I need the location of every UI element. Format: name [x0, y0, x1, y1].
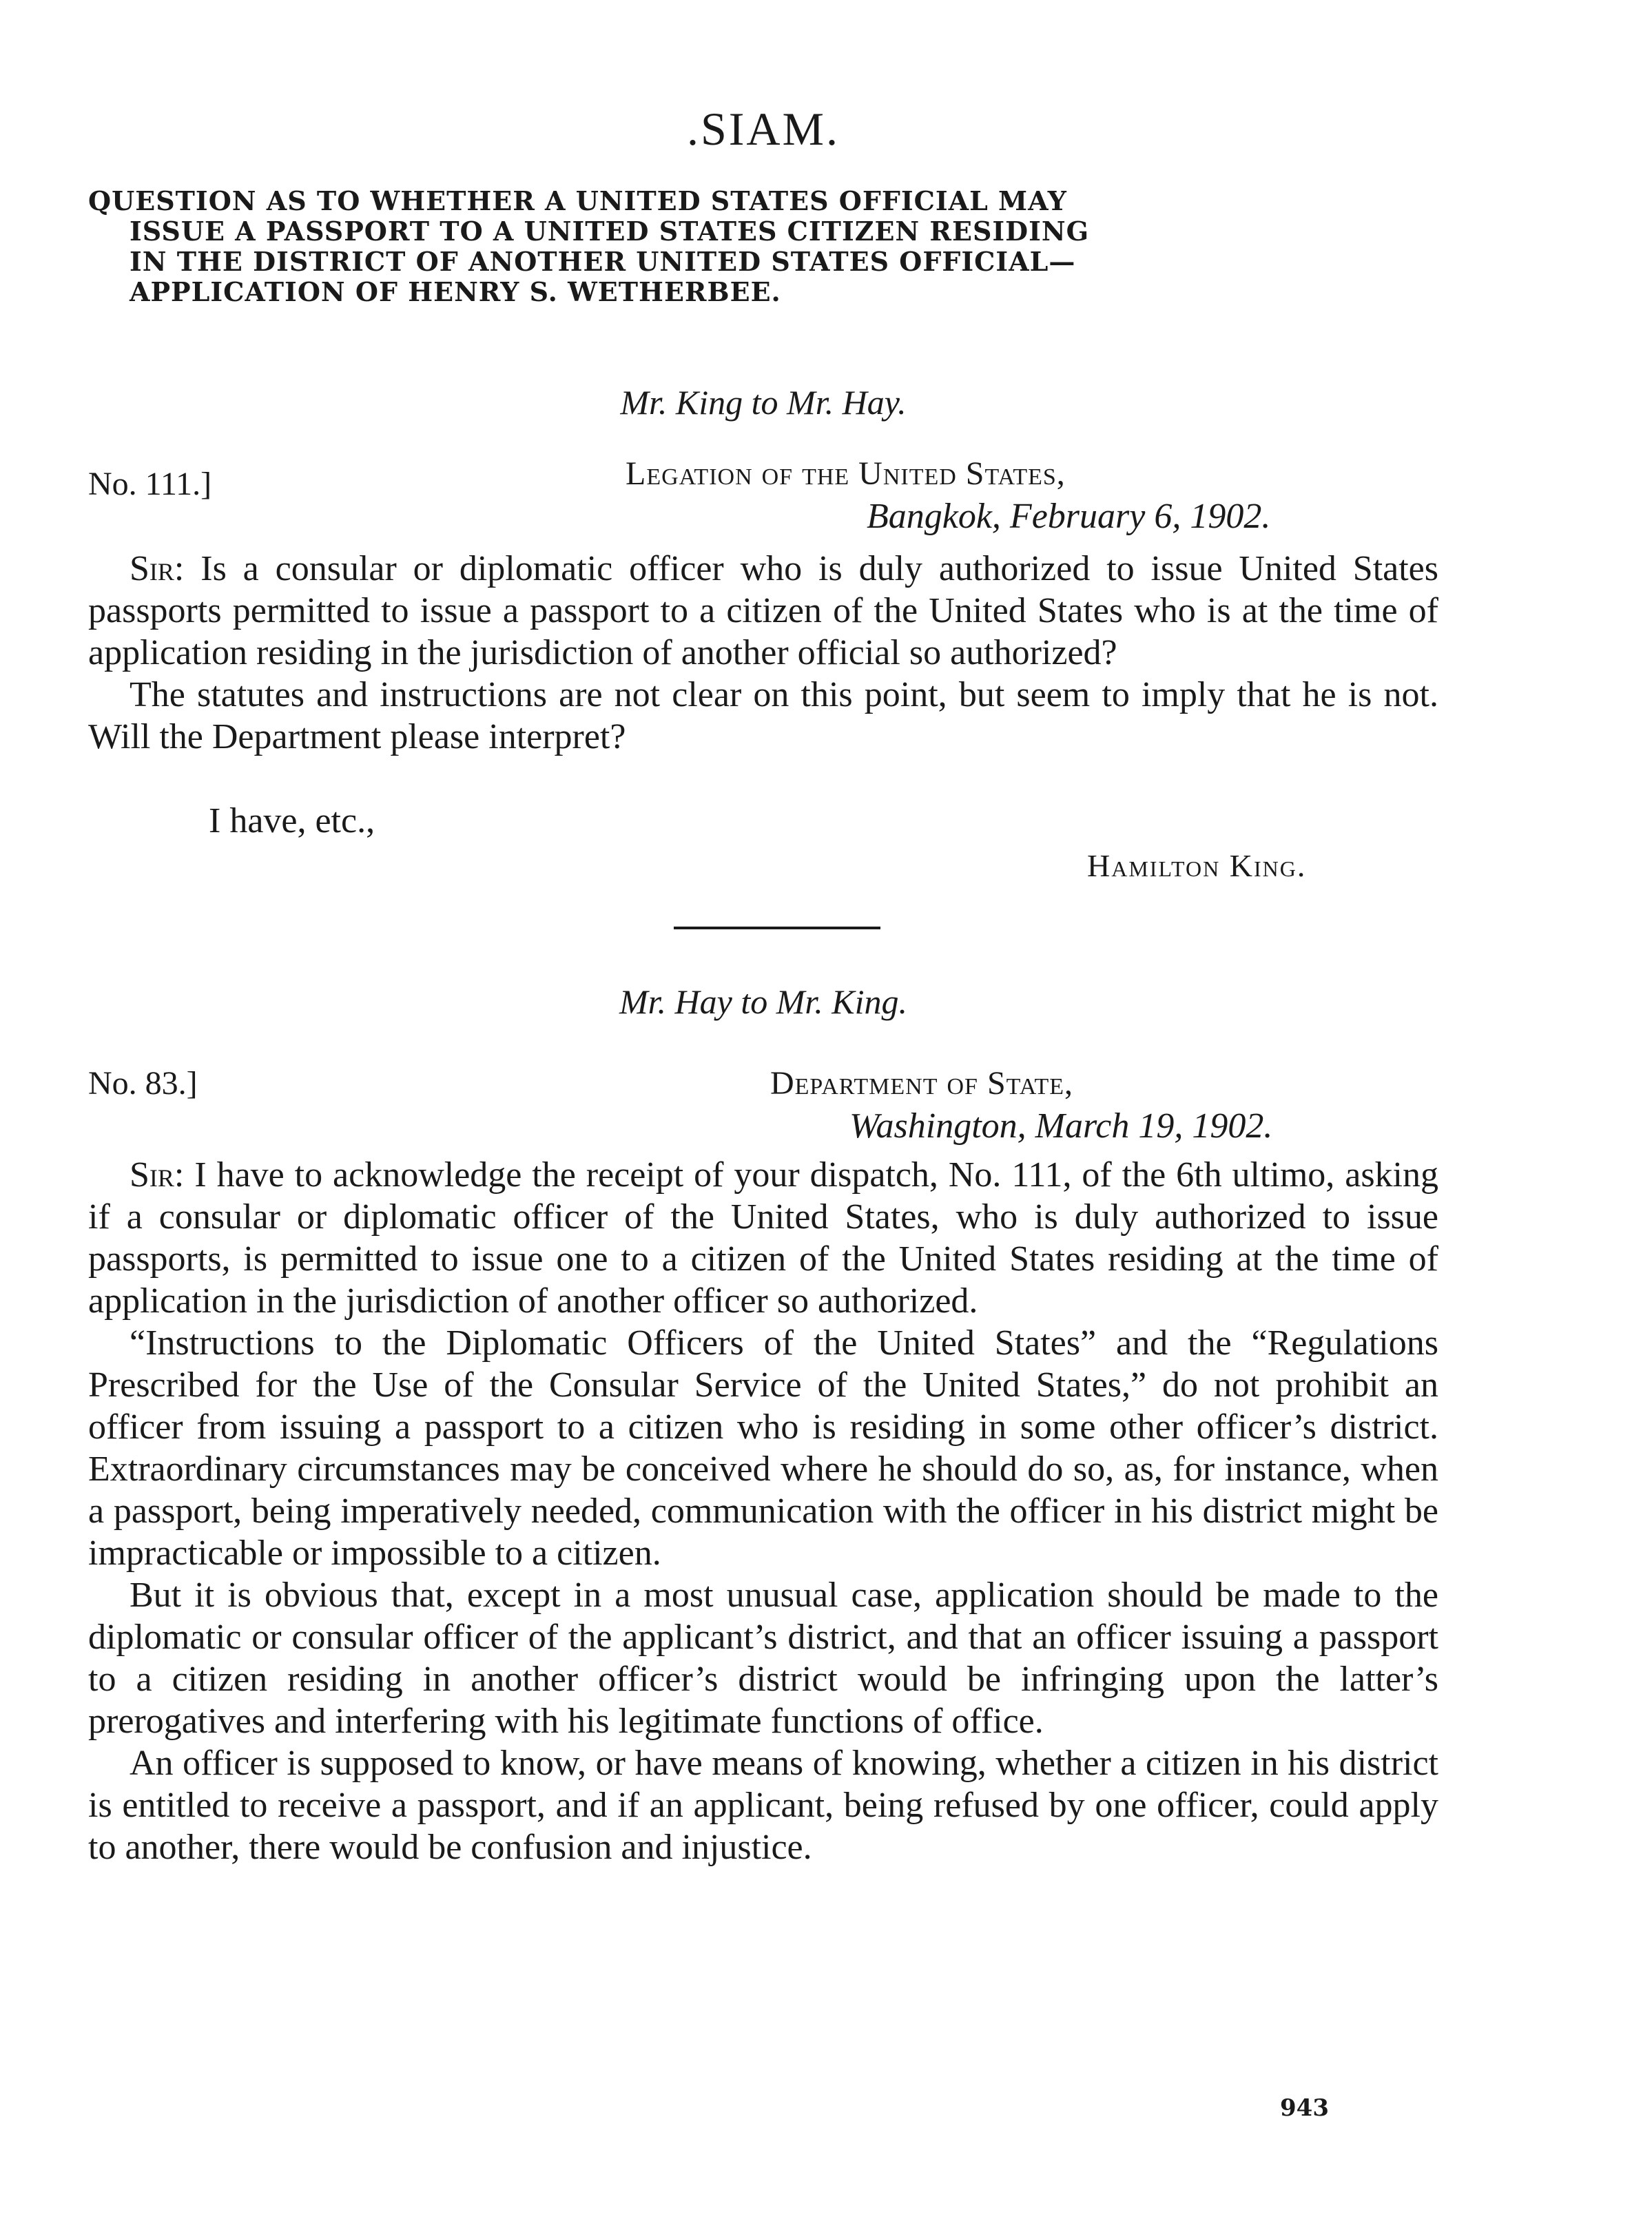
- place-date: Bangkok, February 6, 1902.: [867, 497, 1271, 536]
- subject-line: ISSUE A PASSPORT TO A UNITED STATES CITIZEN RESIDING: [130, 216, 1090, 247]
- paragraph: “Instructions to the Diplomatic Officers of the United States” and the “Regulations Prescribed for the Use of the Consular Service of the United States,” do not prohibit an officer from issuing a passport to a citizen who is residing in some other officer’s district. Extraordinary circumstances may be conceived where he should do so, as, for instance, when a passport, being imperatively needed, communication with the officer in his district might be impracticable or impossible to a citizen.: [88, 1323, 1438, 1573]
- page-number: 943: [1280, 2094, 1329, 2122]
- subject-heading: [88, 186, 1438, 307]
- closing: I have, etc.,: [209, 801, 375, 840]
- paragraph: An officer is supposed to know, or have means of knowing, whether a citizen in his district is entitled to receive a passport, and if an applicant, being refused by one officer, could apply to another, there would be confusion and injustice.: [88, 1744, 1438, 1867]
- letter-heading: Mr. King to Mr. Hay.: [620, 383, 907, 422]
- sender-office: Department of State,: [770, 1065, 1074, 1102]
- paragraph: But it is obvious that, except in a most unusual case, application should be made to the diplomatic or consular officer of the applicant’s district, and that an officer issuing a passport to a citizen residing in another officer’s district would be infringing upon the latter’s prerogatives and interfering with his legitimate functions of office.: [88, 1576, 1438, 1741]
- subject-line: IN THE DISTRICT OF ANOTHER UNITED STATES OFFICIAL—: [130, 246, 1076, 277]
- place-date: Washington, March 19, 1902.: [849, 1106, 1273, 1146]
- dispatch-number: No. 111.]: [88, 466, 212, 502]
- paragraph: [88, 548, 1438, 674]
- sender-office: Legation of the United States,: [626, 455, 1066, 492]
- document-page: [88, 0, 1438, 2230]
- subject-line: APPLICATION OF HENRY S. WETHERBEE.: [130, 276, 781, 307]
- salutation: Sir:: [130, 549, 185, 588]
- paragraph: The statutes and instructions are not clear on this point, but seem to imply that he is not. Will the Department please interpret?: [88, 675, 1438, 756]
- section-divider: [674, 927, 880, 929]
- paragraph: [88, 1154, 1438, 1322]
- letter-body: [88, 1154, 1438, 1868]
- paragraph-text: Is a consular or diplomatic officer who is duly authorized to issue United States passports permitted to issue a passport to a citizen of the United States who is at the time of application residing in the jurisdiction of another official so authorized?: [88, 549, 1438, 672]
- page-title: .SIAM.: [686, 103, 840, 155]
- dispatch-number: No. 83.]: [88, 1065, 198, 1102]
- letter-body: [88, 548, 1438, 758]
- paragraph-text: I have to acknowledge the receipt of your dispatch, No. 111, of the 6th ultimo, asking if a consular or diplomatic officer of the United States, who is duly authorized to issue passports, is permitted to issue one to a citizen of the United States residing at the time of application in the jurisdiction of another officer so authorized.: [88, 1155, 1438, 1321]
- signature: Hamilton King.: [1087, 848, 1307, 883]
- letter-heading: Mr. Hay to Mr. King.: [619, 982, 908, 1021]
- salutation: Sir:: [130, 1155, 185, 1195]
- subject-line: QUESTION AS TO WHETHER A UNITED STATES OFFICIAL MAY: [88, 185, 1067, 216]
